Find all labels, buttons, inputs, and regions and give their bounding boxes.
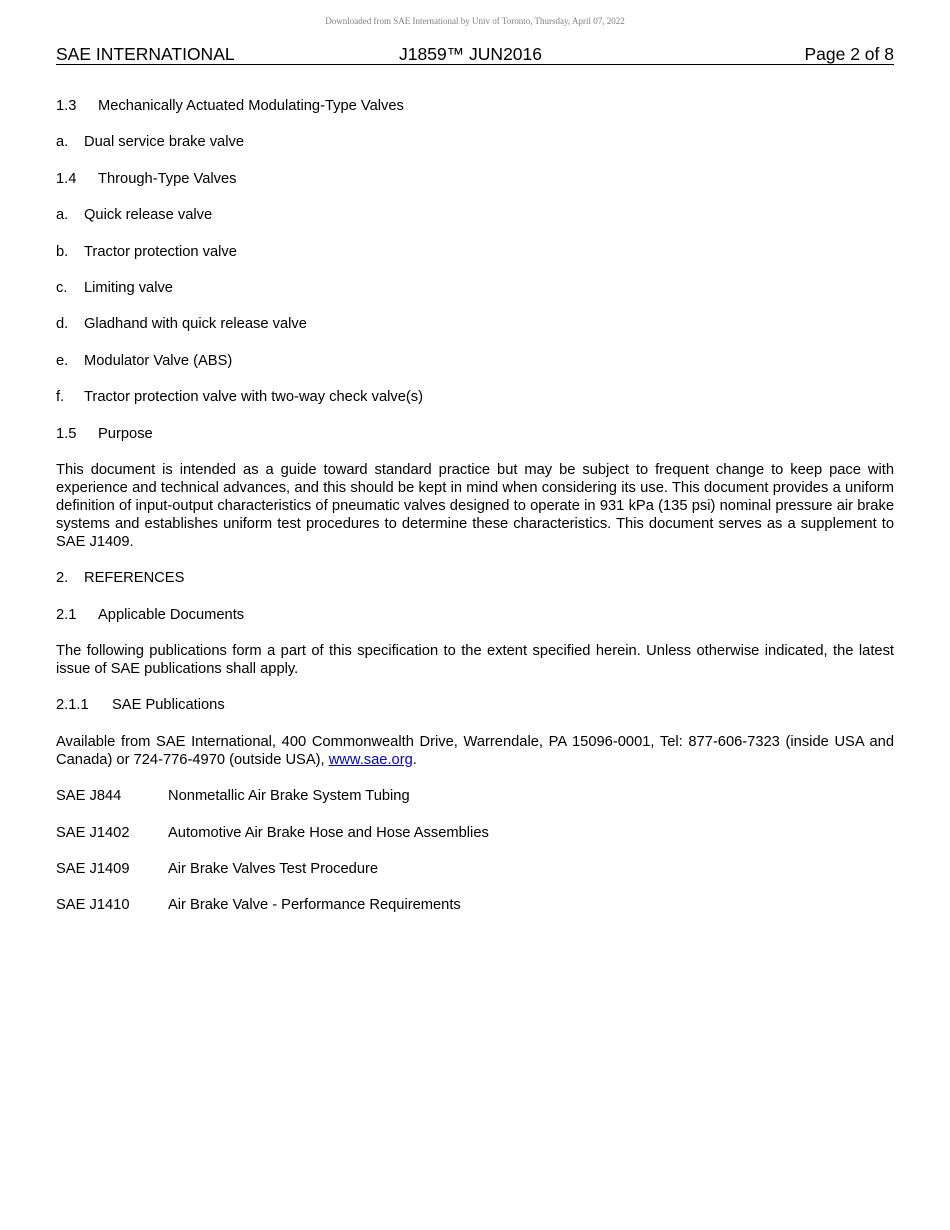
list-item [56,315,894,333]
list-letter: e. [56,352,69,369]
section-title: REFERENCES [84,570,185,587]
reference-row [56,860,894,878]
section-title: SAE Publications [112,697,225,714]
reference-id: SAE J844 [56,788,122,805]
list-text: Quick release valve [84,207,213,224]
section-number: 2.1.1 [56,697,89,714]
section-number: 2.1 [56,606,77,623]
applicable-documents-paragraph: The following publications form a part of this specification to the extent specified herein. Unless otherwise indicated, the latest issue of SAE publications shall apply. [56,643,894,678]
list-letter: f. [56,389,65,406]
section-1-3-heading [56,97,894,115]
download-watermark: Downloaded from SAE International by Univ of Toronto, Thursday, April 07, 2022 [325,16,625,26]
section-title: Mechanically Actuated Modulating-Type Valves [98,98,404,114]
list-item [56,206,894,224]
list-text: Modulator Valve (ABS) [84,352,233,369]
purpose-paragraph: This document is intended as a guide toward standard practice but may be subject to frequent change to keep pace with experience and technical advances, and this should be kept in mind when considering its use. This document provides a uniform definition of input-output characteristics of pneumatic valves designed to operate in 931 kPa (135 psi) nominal pressure air brake systems and establishes uniform test procedures to determine these characteristics. This document serves as a supplement to SAE J1409. [56,461,894,550]
list-item [56,279,894,297]
list-item [56,352,894,370]
reference-title: Nonmetallic Air Brake System Tubing [168,788,410,805]
reference-id: SAE J1402 [56,824,130,841]
page-header [56,44,894,65]
section-title: Through-Type Valves [98,170,237,187]
list-text: Dual service brake valve [84,134,244,151]
reference-title: Air Brake Valves Test Procedure [168,861,379,878]
section-1-4-heading [56,170,894,188]
list-text: Tractor protection valve [84,243,237,260]
section-1-5-heading [56,425,894,443]
list-letter: d. [56,316,69,333]
list-text: Tractor protection valve with two-way check valve(s) [84,389,424,406]
section-2-1-heading [56,606,894,624]
reference-row [56,787,894,805]
availability-text: Available from SAE International, 400 Commonwealth Drive, Warrendale, PA 15096-0001, Tel: 877-606-7323 (inside USA and Canada) or 724-776-4970 (outside USA), [56,733,894,768]
list-letter: c. [56,279,68,296]
availability-text-end: . [412,751,417,768]
header-page-number: Page 2 of 8 [804,44,894,64]
sae-publications-paragraph [56,733,894,769]
list-letter: a. [56,207,69,224]
header-organization: SAE INTERNATIONAL [56,44,235,64]
list-letter: a. [56,134,69,151]
section-number: 1.4 [56,170,77,187]
section-title: Applicable Documents [98,606,245,623]
section-number: 1.5 [56,425,77,442]
section-2-1-1-heading [56,696,894,714]
reference-id: SAE J1410 [56,897,130,914]
list-letter: b. [56,243,69,260]
section-2-heading [56,569,894,587]
section-number: 2. [56,570,69,587]
section-number: 1.3 [56,98,77,114]
sae-website-link[interactable]: www.sae.org [328,751,413,768]
section-title: Purpose [98,425,153,442]
reference-title: Automotive Air Brake Hose and Hose Assemblies [168,824,489,841]
list-item [56,388,894,406]
reference-row [56,824,894,842]
reference-title: Air Brake Valve - Performance Requirements [168,897,461,914]
list-text: Gladhand with quick release valve [84,316,307,333]
document-body [56,97,894,933]
list-text: Limiting valve [84,279,173,296]
reference-row [56,896,894,914]
header-document-number: J1859™ JUN2016 [399,44,542,64]
reference-id: SAE J1409 [56,861,130,878]
list-item [56,133,894,151]
list-item [56,243,894,261]
